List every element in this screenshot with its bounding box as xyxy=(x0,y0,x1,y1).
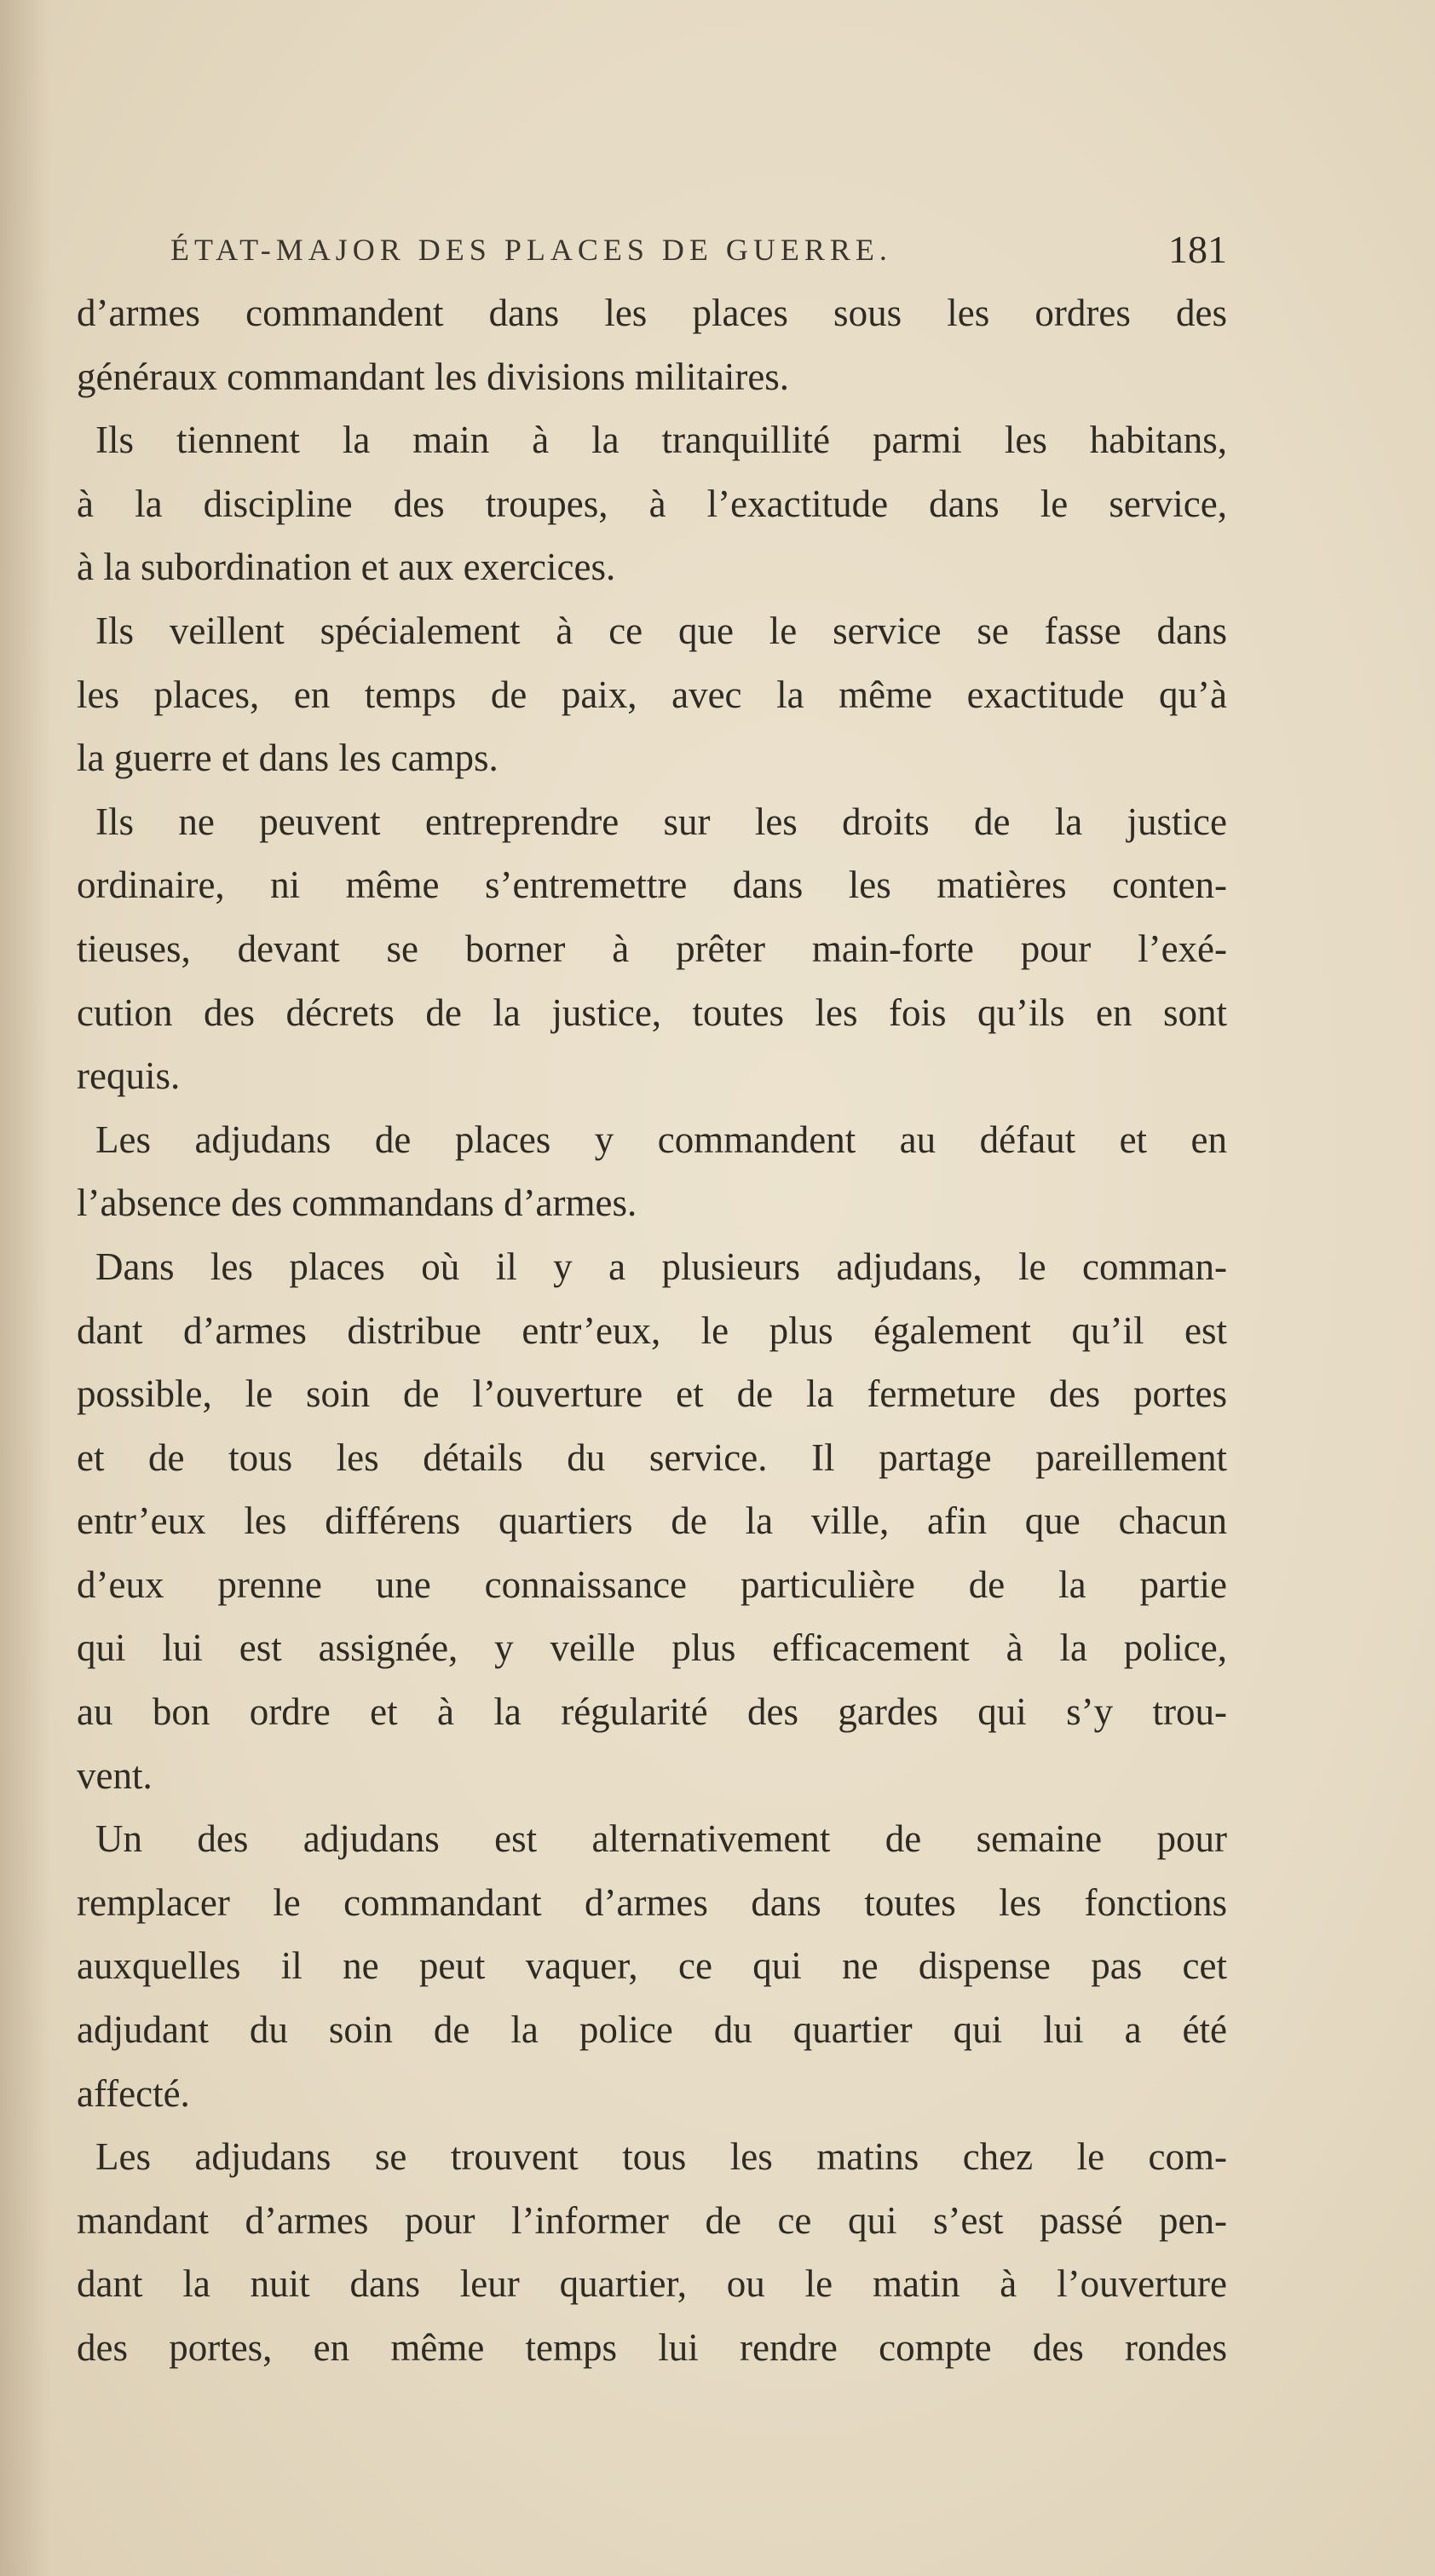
text-line: des portes, en même temps lui rendre compte des rondes xyxy=(77,2326,1227,2369)
body-text xyxy=(77,281,1227,2380)
text-line: généraux commandant les divisions militaires. xyxy=(77,355,790,398)
text-line: Ils veillent spécialement à ce que le service se fasse dans xyxy=(95,609,1227,652)
text-line: dant d’armes distribue entr’eux, le plus également qu’il est xyxy=(77,1308,1227,1352)
text-line: remplacer le commandant d’armes dans toutes les fonctions xyxy=(77,1880,1227,1924)
text-line: mandant d’armes pour l’informer de ce qui s’est passé pen- xyxy=(77,2198,1227,2242)
text-line: l’absence des commandans d’armes. xyxy=(77,1181,637,1225)
text-line: au bon ordre et à la régularité des gardes qui s’y trou- xyxy=(77,1690,1227,1734)
text-line: Les adjudans se trouvent tous les matins chez le com- xyxy=(95,2135,1227,2179)
text-line: vent. xyxy=(77,1753,153,1797)
text-line: Les adjudans de places y commandent au défaut et en xyxy=(95,1118,1227,1161)
text-line: adjudant du soin de la police du quartier qui lui a été xyxy=(77,2008,1227,2052)
text-line: les places, en temps de paix, avec la même exactitude qu’à xyxy=(77,673,1227,716)
text-line: d’eux prenne une connaissance particulière de la partie xyxy=(77,1562,1227,1606)
text-line: Dans les places où il y a plusieurs adjudans, le comman- xyxy=(95,1245,1227,1288)
text-line: requis. xyxy=(77,1054,181,1098)
text-line: possible, le soin de l’ouverture et de la fermeture des portes xyxy=(77,1372,1227,1416)
text-line: Ils ne peuvent entreprendre sur les droits de la justice xyxy=(95,800,1227,843)
page-gutter-shadow xyxy=(0,0,51,2576)
running-head xyxy=(170,228,1227,283)
text-line: auxquelles il ne peut vaquer, ce qui ne dispense pas cet xyxy=(77,1944,1227,1988)
text-line: d’armes commandent dans les places sous les ordres des xyxy=(77,292,1227,334)
text-line: Un des adjudans est alternativement de semaine pour xyxy=(95,1817,1227,1861)
text-line: entr’eux les différens quartiers de la ville, afin que chacun xyxy=(77,1499,1227,1543)
text-line: ordinaire, ni même s’entremettre dans les matières conten- xyxy=(77,863,1227,907)
page-number: 181 xyxy=(1168,228,1227,271)
text-line: à la discipline des troupes, à l’exactitude dans le service, xyxy=(77,482,1227,525)
text-line: Ils tiennent la main à la tranquillité parmi les habitans, xyxy=(95,419,1227,462)
text-line: dant la nuit dans leur quartier, ou le matin à l’ouverture xyxy=(77,2262,1227,2306)
text-line: la guerre et dans les camps. xyxy=(77,736,499,780)
text-line: à la subordination et aux exercices. xyxy=(77,546,616,589)
text-line: cution des décrets de la justice, toutes les fois qu’ils en sont xyxy=(77,991,1227,1034)
running-title: ÉTAT-MAJOR DES PLACES DE GUERRE. xyxy=(170,233,892,267)
text-line: et de tous les détails du service. Il partage pareillement xyxy=(77,1435,1227,1479)
text-line: affecté. xyxy=(77,2071,190,2115)
text-line: qui lui est assignée, y veille plus efficacement à la police, xyxy=(77,1626,1227,1670)
text-line: tieuses, devant se borner à prêter main-forte pour l’exé- xyxy=(77,927,1227,970)
